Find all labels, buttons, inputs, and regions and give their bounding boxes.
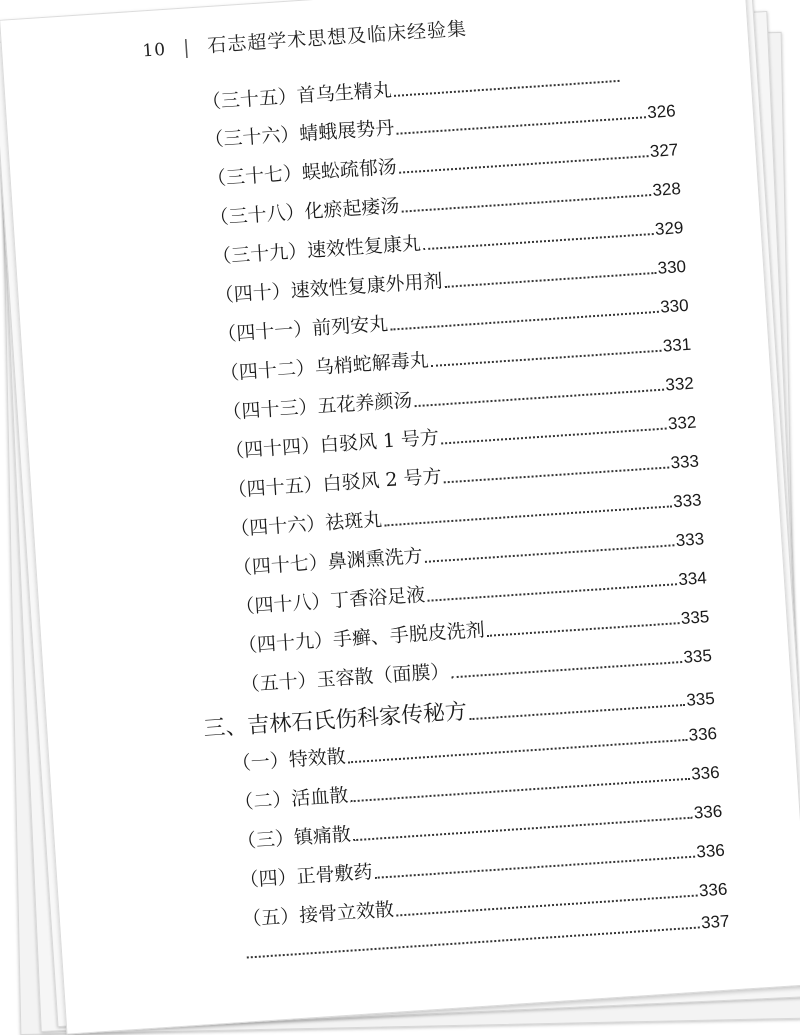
toc-entry-page: 333 — [672, 490, 703, 512]
toc-entry-page: 332 — [664, 373, 695, 395]
toc-entry-title: （四十九）手癣、手脱皮洗剂 — [237, 619, 486, 658]
toc-entry-title: （四十一）前列安丸 — [216, 312, 389, 347]
dot-leader — [452, 660, 682, 678]
dot-leader — [415, 388, 664, 408]
toc-entry-title: （三十九）速效性复康丸 — [211, 232, 422, 269]
toc-entry-title: （二）活血散 — [233, 784, 350, 814]
toc-section-title: 三、吉林石氏伤科家传秘方 — [202, 699, 468, 742]
toc-entry-page: 335 — [685, 688, 716, 710]
dot-leader — [351, 777, 690, 803]
dot-leader — [431, 349, 661, 367]
toc-entry-page: 331 — [662, 334, 692, 356]
toc-entry-page: 329 — [654, 217, 685, 239]
toc-entry-page: 336 — [695, 840, 726, 862]
toc-entry-title: （五十）玉容散（面膜） — [240, 660, 451, 697]
toc-entry-page: 334 — [677, 568, 708, 590]
dot-leader — [423, 232, 653, 250]
header-separator: | — [182, 36, 192, 59]
toc-entry-title: （四十六）祛斑丸 — [229, 508, 383, 541]
toc-entry-title: （四）正骨敷药 — [238, 861, 374, 892]
dot-leader — [402, 193, 651, 213]
dot-leader — [469, 703, 684, 720]
toc-entry-page: 333 — [669, 451, 700, 473]
dot-leader — [427, 582, 676, 602]
dot-leader — [384, 504, 671, 526]
toc-entry-title: （三十五）首乌生精丸 — [201, 79, 393, 114]
toc-entry-title: （四十五）白驳风 2 号方 — [227, 465, 443, 502]
dot-leader — [487, 621, 679, 637]
header-page-number: 10 — [141, 39, 167, 62]
dot-leader — [353, 816, 692, 842]
dot-leader — [396, 115, 645, 135]
toc-entry-page: 332 — [667, 412, 697, 434]
toc-entry-title: （四十四）白驳风 1 号方 — [224, 426, 440, 463]
book-title: 石志超学术思想及临床经验集 — [206, 17, 468, 58]
dot-leader — [441, 427, 666, 445]
toc-entry-title: （三十八）化瘀起痿汤 — [209, 194, 401, 230]
toc-entry-page: 327 — [649, 140, 679, 162]
dot-leader — [444, 465, 669, 483]
dot-leader — [394, 79, 620, 97]
dot-leader — [375, 855, 695, 879]
dot-leader — [348, 738, 687, 764]
toc-entry-title: （三十六）蜻蛾展势丹 — [203, 116, 395, 152]
toc-entry-page: 328 — [651, 179, 682, 200]
toc-entry-title: （五）接骨立效散 — [241, 898, 395, 931]
toc-entry-page: 336 — [690, 762, 721, 784]
toc-entry-title: （四十七）鼻渊熏洗方 — [232, 545, 424, 580]
toc-entry-title: （四十二）乌梢蛇解毒丸 — [219, 349, 430, 385]
toc-entry-title: （四十三）五花养颜汤 — [221, 389, 413, 424]
dot-leader — [390, 310, 658, 331]
toc-entry-page: 330 — [659, 295, 690, 317]
toc-entry-page: 335 — [680, 607, 710, 628]
toc-entry-title: （四十八）丁香浴足液 — [234, 583, 426, 619]
toc-entry-title: （四十）速效性复康外用剂 — [214, 270, 444, 308]
toc-entry-title: （一）特效散 — [231, 745, 347, 776]
dot-leader — [399, 154, 648, 174]
dot-leader — [445, 271, 656, 288]
toc-entry-page: 333 — [675, 529, 705, 551]
toc-entry-page: 336 — [693, 801, 723, 823]
toc-entry-page: 326 — [646, 101, 677, 123]
toc-entry-page: 336 — [688, 723, 718, 745]
toc-entry-page: 337 — [700, 911, 731, 933]
toc-entry-title: （三十七）蜈蚣疏郁汤 — [206, 155, 398, 191]
toc-entry-page: 335 — [682, 646, 713, 667]
dot-leader — [425, 543, 674, 563]
toc-entry-page: 336 — [698, 879, 728, 901]
dot-leader — [396, 894, 697, 917]
toc-entry-page: 330 — [657, 256, 687, 278]
toc-entry-title: （三）镇痛散 — [236, 823, 352, 853]
dot-leader — [247, 925, 700, 958]
